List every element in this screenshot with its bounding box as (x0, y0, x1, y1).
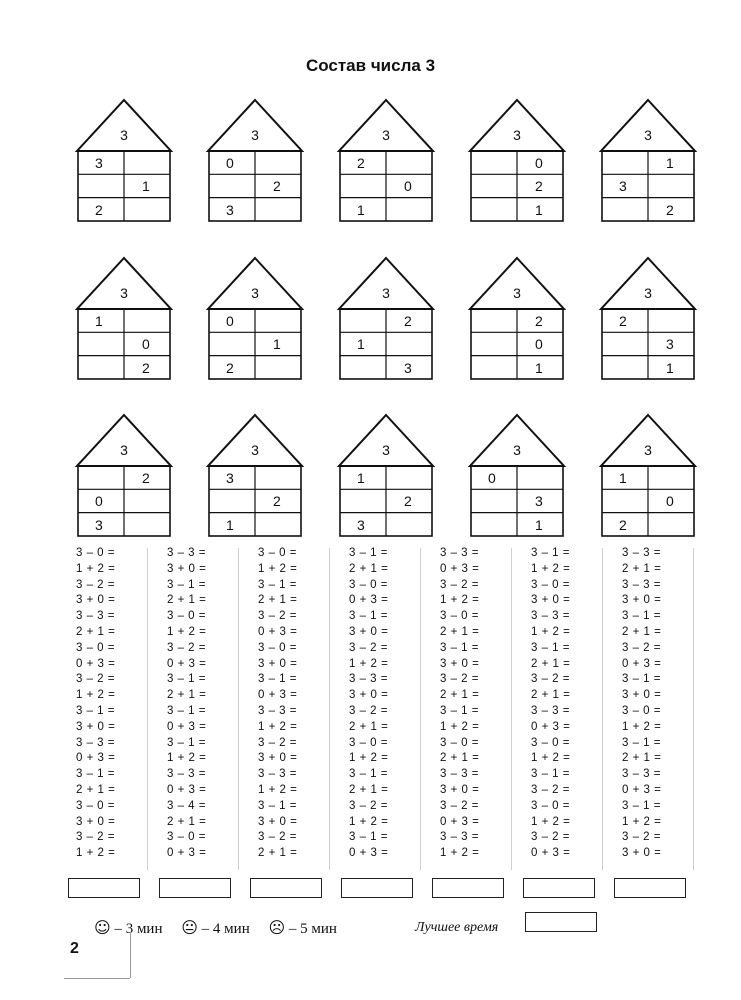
house-cell: 0 (226, 155, 234, 171)
house-cell: 1 (535, 359, 543, 376)
house-cell: 3 (95, 155, 103, 171)
exercise-item[interactable]: 3 – 0 = (440, 736, 479, 749)
exercise-item[interactable]: 3 – 3 = (167, 768, 206, 781)
exercise-item[interactable]: 3 – 2 = (76, 831, 115, 844)
exercise-item[interactable]: 3 – 3 = (622, 768, 661, 781)
house-cell: 2 (535, 313, 543, 329)
exercise-column (76, 546, 115, 862)
exercise-item[interactable]: 3 – 1 = (167, 673, 206, 686)
exercise-item[interactable]: 3 – 1 = (349, 610, 388, 623)
exercise-item[interactable]: 3 – 3 = (440, 831, 479, 844)
smiling-face-icon: ☺ (94, 918, 111, 937)
legend-medium: – 4 мин (201, 921, 250, 937)
exercise-item[interactable]: 3 – 1 = (258, 673, 297, 686)
house-cell: 1 (535, 201, 543, 218)
exercise-item[interactable]: 0 + 3 = (76, 657, 116, 670)
exercise-item[interactable]: 2 + 1 = (167, 689, 207, 702)
exercise-item[interactable]: 2 + 1 = (349, 783, 389, 796)
house-cell: 1 (619, 470, 627, 486)
exercise-item[interactable]: 3 – 2 = (76, 578, 115, 591)
house-cell[interactable] (470, 357, 516, 379)
roof-number: 3 (382, 442, 390, 458)
exercise-item[interactable]: 3 – 3 = (440, 768, 479, 781)
exercise-item[interactable]: 3 – 0 = (622, 704, 661, 717)
house-cell: 1 (226, 516, 234, 533)
house-cell[interactable] (470, 333, 516, 355)
exercise-item[interactable]: 1 + 2 = (349, 752, 389, 765)
house-cell[interactable] (648, 175, 694, 197)
house-cell[interactable] (386, 467, 432, 489)
roof-number: 3 (644, 442, 652, 458)
column-divider (147, 548, 148, 870)
roof-number: 3 (120, 442, 128, 458)
roof-number: 3 (644, 127, 652, 143)
house-cell: 0 (226, 313, 234, 329)
house-cell[interactable] (255, 467, 301, 489)
exercise-item[interactable]: 3 – 3 = (258, 704, 297, 717)
house-cell[interactable] (648, 514, 694, 536)
house (339, 100, 439, 222)
house (601, 415, 701, 537)
exercise-item[interactable]: 3 – 2 = (167, 641, 206, 654)
exercise-item[interactable]: 0 + 3 = (258, 625, 298, 638)
house-cell[interactable] (339, 175, 385, 197)
exercise-item[interactable]: 2 + 1 = (622, 625, 662, 638)
exercise-item[interactable]: 0 + 3 = (76, 752, 116, 765)
exercise-item[interactable]: 3 – 2 = (258, 610, 297, 623)
house-cell: 2 (142, 470, 150, 486)
exercise-item[interactable]: 1 + 2 = (440, 847, 480, 860)
exercise-item[interactable]: 0 + 3 = (167, 720, 207, 733)
house-cell[interactable] (255, 152, 301, 174)
exercise-item[interactable]: 0 + 3 = (167, 783, 207, 796)
house (77, 415, 177, 537)
roof-number: 3 (251, 127, 259, 143)
exercise-item[interactable]: 1 + 2 = (440, 594, 480, 607)
exercise-item[interactable]: 1 + 2 = (440, 720, 480, 733)
house-cell: 1 (273, 336, 281, 353)
house-cell: 0 (142, 336, 150, 353)
exercise-item[interactable]: 3 – 1 = (349, 547, 388, 559)
exercise-item[interactable]: 1 + 2 = (167, 752, 207, 765)
column-divider (329, 548, 330, 870)
exercise-item[interactable]: 3 – 3 = (531, 610, 570, 623)
exercise-item[interactable]: 0 + 3 = (531, 847, 571, 860)
house-cell[interactable] (124, 199, 170, 221)
house-cell: 3 (666, 336, 674, 353)
exercise-item[interactable]: 3 – 2 = (349, 641, 388, 654)
house-cell: 3 (357, 516, 365, 533)
time-answer-box[interactable] (432, 878, 504, 898)
exercise-item[interactable]: 3 – 1 = (76, 704, 115, 717)
exercise-item[interactable]: 3 + 0 = (258, 815, 298, 828)
house-cell: 2 (273, 178, 281, 195)
column-divider (511, 548, 512, 870)
house (208, 415, 308, 537)
exercise-item[interactable]: 3 – 0 = (531, 799, 570, 812)
exercise-item[interactable]: 2 + 1 = (76, 625, 116, 638)
house (208, 100, 308, 222)
house-cell[interactable] (124, 514, 170, 536)
house (470, 415, 570, 537)
exercise-item[interactable]: 2 + 1 = (167, 815, 207, 828)
house-cell: 2 (226, 359, 234, 376)
page-corner-line (130, 932, 131, 978)
exercise-item[interactable]: 3 – 2 = (440, 673, 479, 686)
exercise-item[interactable]: 3 – 2 = (622, 831, 661, 844)
house-cell[interactable] (601, 490, 647, 512)
house-cell[interactable] (124, 152, 170, 174)
exercise-column (349, 546, 388, 862)
exercise-item[interactable]: 3 – 0 = (440, 610, 479, 623)
exercise-item[interactable]: 3 – 0 = (531, 578, 570, 591)
roof-number: 3 (513, 127, 521, 143)
house-cell: 3 (95, 516, 103, 533)
exercise-item[interactable]: 2 + 1 = (440, 752, 480, 765)
exercise-item[interactable]: 1 + 2 = (622, 720, 662, 733)
house (470, 100, 570, 222)
exercise-item[interactable]: 3 – 0 = (349, 736, 388, 749)
house (601, 258, 701, 380)
exercise-item[interactable]: 3 – 3 = (76, 736, 115, 749)
house-cell: 1 (535, 516, 543, 533)
house-cell[interactable] (77, 175, 123, 197)
roof-number: 3 (382, 127, 390, 143)
column-divider (693, 548, 694, 870)
house-cell: 1 (357, 201, 365, 218)
exercise-item[interactable]: 3 – 1 = (167, 736, 206, 749)
exercise-item[interactable]: 1 + 2 = (349, 815, 389, 828)
exercise-item[interactable]: 0 + 3 = (258, 689, 298, 702)
house (77, 100, 177, 222)
column-divider (238, 548, 239, 870)
roof-number: 3 (120, 285, 128, 301)
house-cell: 3 (404, 359, 412, 376)
page-title: Состав числа 3 (305, 56, 436, 75)
exercise-item[interactable]: 3 + 0 = (440, 657, 480, 670)
exercise-column (440, 546, 479, 862)
roof-number: 3 (513, 285, 521, 301)
exercise-item[interactable]: 3 – 1 = (622, 736, 661, 749)
exercise-item[interactable]: 3 – 0 = (76, 641, 115, 654)
exercise-item[interactable]: 3 – 0 = (167, 831, 206, 844)
exercise-item[interactable]: 3 – 1 = (167, 578, 206, 591)
exercise-item[interactable]: 1 + 2 = (76, 847, 116, 860)
house-cell[interactable] (517, 467, 563, 489)
exercise-item[interactable]: 1 + 2 = (531, 752, 571, 765)
exercise-item[interactable]: 3 – 0 = (167, 610, 206, 623)
house-cell[interactable] (255, 357, 301, 379)
house-cell[interactable] (77, 467, 123, 489)
exercise-item[interactable]: 3 + 0 = (76, 720, 116, 733)
exercise-item[interactable]: 3 – 3 = (76, 610, 115, 623)
exercise-item[interactable]: 3 – 2 = (622, 641, 661, 654)
exercise-item[interactable]: 2 + 1 = (440, 689, 480, 702)
house-cell: 3 (226, 470, 234, 486)
house-cell: 0 (404, 178, 412, 195)
exercise-item[interactable]: 3 – 2 = (531, 673, 570, 686)
house-cell[interactable] (124, 310, 170, 332)
house-cell[interactable] (470, 490, 516, 512)
exercise-item[interactable]: 3 – 1 = (622, 799, 661, 812)
exercise-item[interactable]: 3 – 0 = (76, 799, 115, 812)
house-cell: 2 (619, 313, 627, 329)
exercise-item[interactable]: 1 + 2 = (531, 562, 571, 575)
roof-number: 3 (513, 442, 521, 458)
exercise-item[interactable]: 2 + 1 = (440, 625, 480, 638)
house-cell: 1 (666, 155, 674, 171)
time-answer-box[interactable] (68, 878, 140, 898)
exercise-item[interactable]: 3 + 0 = (76, 815, 116, 828)
exercise-item[interactable]: 3 – 2 = (258, 736, 297, 749)
exercise-item[interactable]: 2 + 1 = (531, 657, 571, 670)
house-cell: 0 (95, 493, 103, 510)
exercise-item[interactable]: 3 + 0 = (258, 657, 298, 670)
exercise-item[interactable]: 2 + 1 = (531, 689, 571, 702)
house-cell: 2 (619, 516, 627, 533)
exercise-item[interactable]: 3 + 0 = (531, 594, 571, 607)
house-cell[interactable] (77, 357, 123, 379)
house-cell[interactable] (386, 514, 432, 536)
exercise-item[interactable]: 1 + 2 = (76, 689, 116, 702)
exercise-item[interactable]: 3 – 1 = (258, 578, 297, 591)
house-cell[interactable] (470, 152, 516, 174)
exercise-item[interactable]: 0 + 3 = (167, 847, 207, 860)
neutral-face-icon: 😐 (181, 918, 198, 937)
legend-fast: – 3 мин (114, 921, 163, 937)
exercise-item[interactable]: 3 – 3 = (167, 547, 206, 559)
exercise-item[interactable]: 3 – 1 = (531, 547, 570, 559)
page-corner-line (64, 978, 130, 979)
exercise-item[interactable]: 3 – 0 = (76, 547, 115, 559)
house-cell[interactable] (255, 310, 301, 332)
house-cell[interactable] (386, 333, 432, 355)
house-cell: 2 (142, 359, 150, 376)
exercise-item[interactable]: 3 – 1 = (349, 831, 388, 844)
house-cell[interactable] (470, 514, 516, 536)
house-cell: 1 (357, 336, 365, 353)
exercise-item[interactable]: 3 + 0 = (622, 594, 662, 607)
roof-number: 3 (251, 285, 259, 301)
roof-number: 3 (644, 285, 652, 301)
exercise-item[interactable]: 3 + 0 = (622, 847, 662, 860)
exercise-item[interactable]: 3 – 0 = (258, 547, 297, 559)
exercise-item[interactable]: 3 – 2 = (76, 673, 115, 686)
exercise-item[interactable]: 2 + 1 = (622, 562, 662, 575)
roof-number: 3 (382, 285, 390, 301)
house-cell: 2 (357, 155, 365, 171)
exercise-item[interactable]: 3 – 1 = (258, 799, 297, 812)
house-cell[interactable] (386, 152, 432, 174)
exercise-item[interactable]: 3 – 2 = (440, 799, 479, 812)
exercise-item[interactable]: 3 – 3 = (258, 768, 297, 781)
exercise-item[interactable]: 1 + 2 = (76, 562, 116, 575)
exercise-item[interactable]: 1 + 2 = (258, 720, 298, 733)
exercise-column (531, 546, 570, 862)
exercise-item[interactable]: 3 + 0 = (349, 689, 389, 702)
house-cell[interactable] (470, 175, 516, 197)
column-divider (420, 548, 421, 870)
time-answer-box[interactable] (614, 878, 686, 898)
exercise-item[interactable]: 3 – 2 = (531, 831, 570, 844)
exercise-item[interactable]: 3 + 0 = (440, 783, 480, 796)
best-time-label: Лучшее время (415, 920, 499, 935)
exercise-item[interactable]: 3 – 1 = (76, 768, 115, 781)
exercise-item[interactable]: 3 – 1 = (531, 768, 570, 781)
house-cell[interactable] (470, 199, 516, 221)
exercise-item[interactable]: 3 – 3 = (349, 673, 388, 686)
exercise-item[interactable]: 3 – 1 = (440, 641, 479, 654)
exercise-item[interactable]: 3 – 4 = (167, 799, 206, 812)
best-time-box[interactable] (525, 912, 597, 932)
house-cell[interactable] (601, 199, 647, 221)
frowning-face-icon: ☹ (268, 918, 286, 937)
house-cell: 2 (535, 178, 543, 195)
exercise-item[interactable]: 1 + 2 = (258, 783, 298, 796)
exercise-item[interactable]: 2 + 1 = (76, 783, 116, 796)
exercise-item[interactable]: 3 – 1 = (622, 673, 661, 686)
house-cell: 2 (666, 201, 674, 218)
exercise-item[interactable]: 3 + 0 = (622, 689, 662, 702)
house-cell: 2 (404, 313, 412, 329)
exercise-item[interactable]: 3 – 0 = (349, 578, 388, 591)
house-cell[interactable] (339, 310, 385, 332)
exercise-item[interactable]: 2 + 1 = (258, 594, 298, 607)
exercise-item[interactable]: 2 + 1 = (349, 562, 389, 575)
exercise-item[interactable]: 3 – 1 = (531, 641, 570, 654)
exercise-item[interactable]: 0 + 3 = (622, 657, 662, 670)
exercise-item[interactable]: 3 + 0 = (76, 594, 116, 607)
house-cell[interactable] (208, 333, 254, 355)
exercise-column (167, 546, 206, 862)
time-answer-box[interactable] (250, 878, 322, 898)
house-cell[interactable] (601, 152, 647, 174)
house (339, 258, 439, 380)
time-answer-box[interactable] (523, 878, 595, 898)
column-divider (602, 548, 603, 870)
exercise-item[interactable]: 0 + 3 = (531, 720, 571, 733)
house-cell[interactable] (208, 490, 254, 512)
exercise-item[interactable]: 2 + 1 = (258, 847, 298, 860)
house-cell[interactable] (208, 175, 254, 197)
house-cell[interactable] (339, 490, 385, 512)
house-cell[interactable] (470, 310, 516, 332)
exercise-item[interactable]: 3 – 2 = (349, 799, 388, 812)
house-cell: 2 (273, 493, 281, 510)
exercise-item[interactable]: 0 + 3 = (440, 562, 480, 575)
house-cell: 0 (488, 470, 496, 486)
exercise-item[interactable]: 3 – 3 = (440, 547, 479, 559)
house-cell: 1 (666, 359, 674, 376)
house-cell: 3 (226, 201, 234, 218)
house-cell[interactable] (77, 333, 123, 355)
exercise-column (622, 546, 661, 862)
house-cell: 3 (535, 493, 543, 510)
house-cell[interactable] (601, 333, 647, 355)
house-cell[interactable] (648, 467, 694, 489)
house-cell[interactable] (601, 357, 647, 379)
exercise-item[interactable]: 3 – 3 = (622, 578, 661, 591)
house-cell: 3 (619, 178, 627, 195)
time-answer-box[interactable] (341, 878, 413, 898)
exercise-item[interactable]: 3 – 1 = (167, 704, 206, 717)
page-number: 2 (70, 940, 79, 957)
legend-slow: – 5 мин (288, 921, 337, 937)
exercise-item[interactable]: 1 + 2 = (622, 815, 662, 828)
house-cell: 2 (95, 201, 103, 218)
house (601, 100, 701, 222)
exercise-item[interactable]: 3 + 0 = (349, 625, 389, 638)
house-cell[interactable] (124, 490, 170, 512)
house (208, 258, 308, 380)
house-cell: 1 (95, 313, 103, 329)
exercise-item[interactable]: 0 + 3 = (349, 594, 389, 607)
house-cell[interactable] (339, 357, 385, 379)
house-cell[interactable] (255, 199, 301, 221)
time-answer-box[interactable] (159, 878, 231, 898)
exercise-item[interactable]: 3 – 3 = (531, 704, 570, 717)
exercise-item[interactable]: 0 + 3 = (167, 657, 207, 670)
house-cell[interactable] (255, 514, 301, 536)
exercise-column (258, 546, 297, 862)
exercise-item[interactable]: 3 – 2 = (531, 783, 570, 796)
exercise-item[interactable]: 3 – 2 = (349, 704, 388, 717)
exercise-item[interactable]: 1 + 2 = (531, 815, 571, 828)
exercise-item[interactable]: 3 – 1 = (440, 704, 479, 717)
house-cell: 0 (535, 336, 543, 353)
exercise-item[interactable]: 3 + 0 = (258, 752, 298, 765)
exercise-item[interactable]: 3 – 2 = (258, 831, 297, 844)
house-cell[interactable] (648, 310, 694, 332)
house-cell: 0 (666, 493, 674, 510)
roof-number: 3 (120, 127, 128, 143)
house-cell: 1 (357, 470, 365, 486)
roof-number: 3 (251, 442, 259, 458)
exercise-item[interactable]: 2 + 1 = (349, 720, 389, 733)
exercise-item[interactable]: 3 + 0 = (167, 562, 207, 575)
house (339, 415, 439, 537)
exercise-item[interactable]: 3 – 1 = (622, 610, 661, 623)
exercise-item[interactable]: 0 + 3 = (349, 847, 389, 860)
house-cell: 1 (142, 178, 150, 195)
exercise-item[interactable]: 0 + 3 = (440, 815, 480, 828)
exercise-item[interactable]: 3 – 1 = (349, 768, 388, 781)
exercise-item[interactable]: 0 + 3 = (622, 783, 662, 796)
house-cell: 2 (404, 493, 412, 510)
exercise-item[interactable]: 3 – 0 = (531, 736, 570, 749)
house (470, 258, 570, 380)
exercise-item[interactable]: 3 – 2 = (440, 578, 479, 591)
exercise-item[interactable]: 3 – 3 = (622, 547, 661, 559)
exercise-item[interactable]: 3 – 0 = (258, 641, 297, 654)
exercise-item[interactable]: 1 + 2 = (531, 625, 571, 638)
house-cell: 0 (535, 155, 543, 171)
exercise-item[interactable]: 1 + 2 = (349, 657, 389, 670)
exercise-item[interactable]: 1 + 2 = (167, 625, 207, 638)
exercise-item[interactable]: 1 + 2 = (258, 562, 298, 575)
exercise-item[interactable]: 2 + 1 = (167, 594, 207, 607)
house (77, 258, 177, 380)
house-cell[interactable] (386, 199, 432, 221)
exercise-item[interactable]: 2 + 1 = (622, 752, 662, 765)
